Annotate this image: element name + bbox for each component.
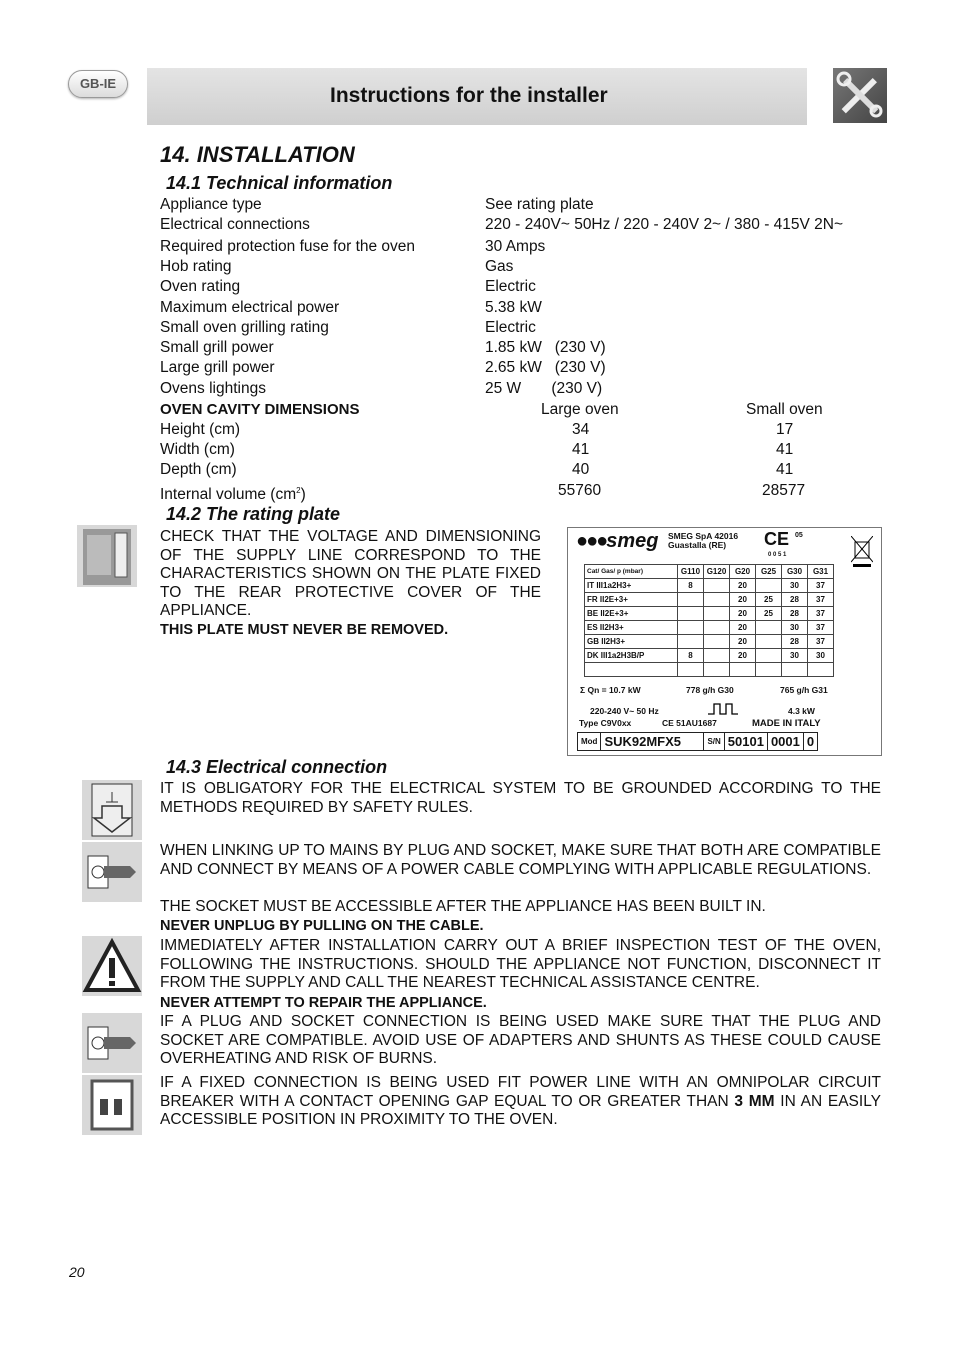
- plate-cell: [704, 663, 730, 677]
- plate-cell: 8: [678, 649, 704, 663]
- cavity-row-large: 34: [572, 421, 590, 438]
- plate-header-cell: G110: [678, 565, 704, 579]
- plate-header-cell: G20: [730, 565, 756, 579]
- electrical-heading: 14.3 Electrical connection: [166, 757, 388, 777]
- plate-qn: Σ Qn = 10.7 kW: [580, 685, 641, 695]
- plate-cell: 30: [782, 649, 808, 663]
- volume-small: 28577: [762, 482, 806, 499]
- plate-cell: [585, 663, 678, 677]
- tech-row-label: Maximum electrical power: [160, 299, 340, 316]
- plate-cell: [704, 621, 730, 635]
- plate-cell: 37: [808, 635, 834, 649]
- plate-cell: 20: [730, 593, 756, 607]
- plate-cell: [756, 663, 782, 677]
- rating-plate-text: CHECK THAT THE VOLTAGE AND DIMENSIONING OF THE SUPPLY LINE CORRESPOND TO THE CHARACTERISTICS SHOWN ON THE PLATE FIXED TO THE REAR PROTECTIVE COVER OF THE APPLIANCE.: [160, 528, 541, 620]
- cavity-row-large: 40: [572, 461, 590, 478]
- header-title: Instructions for the installer: [330, 84, 608, 107]
- tech-row-value: Electric: [485, 319, 536, 336]
- plate-cell: IT III1a2H3+: [585, 579, 678, 593]
- cavity-col-small: Small oven: [746, 401, 823, 418]
- plate-cell: [756, 621, 782, 635]
- plate-cell: 30: [782, 579, 808, 593]
- rating-plate-image: [567, 527, 882, 756]
- tech-row-value: Gas: [485, 258, 514, 275]
- grounding-text: IT IS OBLIGATORY FOR THE ELECTRICAL SYSTEM TO BE GROUNDED ACCORDING TO THE METHODS REQUIRED BY SAFETY RULES.: [160, 780, 881, 816]
- plate-row: [585, 649, 834, 663]
- plate-g30: 778 g/h G30: [686, 685, 734, 695]
- heater-symbol: [708, 702, 742, 718]
- plate-cell: 28: [782, 593, 808, 607]
- tech-row-value: 25 W (230 V): [485, 380, 603, 397]
- plate-cell: 28: [782, 607, 808, 621]
- plate-cell: 20: [730, 649, 756, 663]
- weee-bin-icon: [851, 536, 873, 570]
- serial-3: 0: [806, 734, 815, 749]
- plate-power: 4.3 kW: [788, 706, 815, 716]
- plate-cell: 20: [730, 607, 756, 621]
- volume-large: 55760: [558, 482, 602, 499]
- cavity-col-large: Large oven: [541, 401, 619, 418]
- ce-year: 05: [795, 532, 803, 539]
- plate-cell: 37: [808, 579, 834, 593]
- cavity-row-label: Width (cm): [160, 441, 235, 458]
- tech-row-label: Electrical connections: [160, 216, 310, 233]
- never-unplug-warning: NEVER UNPLUG BY PULLING ON THE CABLE.: [160, 918, 484, 934]
- plate-cell: [678, 593, 704, 607]
- mod-label: Mod: [578, 733, 601, 750]
- plate-cell: 37: [808, 593, 834, 607]
- tech-row-value: 30 Amps: [485, 238, 546, 255]
- tech-row-value: See rating plate: [485, 196, 594, 213]
- section-title: 14. INSTALLATION: [160, 142, 355, 167]
- plate-cell: 20: [730, 579, 756, 593]
- plate-cell: [678, 663, 704, 677]
- tech-row-label: Appliance type: [160, 196, 262, 213]
- sn-label: S/N: [704, 733, 724, 750]
- plate-cell: [704, 579, 730, 593]
- plate-header-cell: G30: [782, 565, 808, 579]
- plate-cell: [756, 579, 782, 593]
- plate-cell: [678, 621, 704, 635]
- socket-accessible-text: THE SOCKET MUST BE ACCESSIBLE AFTER THE APPLIANCE HAS BEEN BUILT IN.: [160, 898, 766, 915]
- rating-plate-warning: THIS PLATE MUST NEVER BE REMOVED.: [160, 622, 449, 638]
- plate-cell: 28: [782, 635, 808, 649]
- circuit-breaker-icon: [82, 1075, 142, 1135]
- tech-row-value: 1.85 kW (230 V): [485, 339, 606, 356]
- plate-g31: 765 g/h G31: [780, 685, 828, 695]
- plate-header-cell: Cat/ Gas/ p (mbar): [585, 565, 678, 579]
- plate-cell: 8: [678, 579, 704, 593]
- plate-row: [585, 607, 834, 621]
- plate-row: [585, 635, 834, 649]
- plate-model-row: [577, 732, 818, 751]
- tools-icon: [833, 68, 887, 123]
- plate-voltage: 220-240 V~ 50 Hz: [590, 706, 659, 716]
- plate-cell: 30: [782, 621, 808, 635]
- plate-cell: [678, 635, 704, 649]
- plate-row: [585, 621, 834, 635]
- plate-header-cell: G31: [808, 565, 834, 579]
- plate-header-cell: G25: [756, 565, 782, 579]
- tech-row-label: Required protection fuse for the oven: [160, 238, 416, 255]
- cavity-row-label: Depth (cm): [160, 461, 237, 478]
- plate-cell: ES II2H3+: [585, 621, 678, 635]
- adapters-text: IF A PLUG AND SOCKET CONNECTION IS BEING USED MAKE SURE THAT THE PLUG AND SOCKET ARE COMPATIBLE. AVOID USE OF ADAPTERS AND SHUNTS AS THESE COULD CAUSE OVERHEATING AND RISK OF BURNS.: [160, 1013, 881, 1068]
- cavity-row-small: 41: [776, 461, 794, 478]
- plate-cell: 30: [808, 649, 834, 663]
- plate-cell: [678, 607, 704, 621]
- plate-cell: 20: [730, 621, 756, 635]
- fixed-connection-text: IF A FIXED CONNECTION IS BEING USED FIT POWER LINE WITH AN OMNIPOLAR CIRCUIT BREAKER WITH A CONTACT OPENING GAP EQUAL TO OR GREATER THAN 3 MM IN AN EASILY ACCESSIBLE POSITION IN PROXIMITY TO THE OVEN.: [160, 1074, 881, 1129]
- plate-header-cell: G120: [704, 565, 730, 579]
- plate-cell: [782, 663, 808, 677]
- language-badge: GB-IE: [68, 70, 128, 98]
- plate-cell: DK III1a2H3B/P: [585, 649, 678, 663]
- warning-triangle-icon: [82, 936, 142, 996]
- tech-row-value: 2.65 kW (230 V): [485, 359, 606, 376]
- ce-mark: CE: [764, 529, 790, 549]
- cavity-row-large: 41: [572, 441, 590, 458]
- cavity-row-label: Height (cm): [160, 421, 241, 438]
- plate-row: [585, 663, 834, 677]
- plate-company: SMEG SpA 42016: [668, 531, 739, 541]
- plate-cell: FR II2E+3+: [585, 593, 678, 607]
- tech-row-value: Electric: [485, 278, 536, 295]
- rating-plate-heading: 14.2 The rating plate: [166, 504, 341, 524]
- plate-cell: [704, 593, 730, 607]
- appliance-rear-icon: [77, 525, 137, 587]
- gas-category-table: [584, 564, 834, 677]
- plate-city: Guastalla (RE): [668, 540, 727, 550]
- plate-cell: 20: [730, 635, 756, 649]
- tech-row-label: Small grill power: [160, 339, 274, 356]
- serial-1: 50101: [725, 733, 768, 750]
- volume-label: Internal volume $(cm^2)$: [160, 486, 306, 504]
- tech-row-label: Ovens lightings: [160, 380, 266, 397]
- model-number: SUK92MFX5: [601, 733, 704, 750]
- plate-cell: 25: [756, 593, 782, 607]
- plate-ce-code: CE 51AU1687: [662, 718, 717, 728]
- plate-cell: [704, 635, 730, 649]
- plate-made-in: MADE IN ITALY: [752, 718, 821, 729]
- plug-socket-icon-2: [82, 1013, 142, 1073]
- tech-row-label: Oven rating: [160, 278, 241, 295]
- tech-row-label: Large grill power: [160, 359, 275, 376]
- plate-cell: 37: [808, 607, 834, 621]
- tech-row-label: Small oven grilling rating: [160, 319, 329, 336]
- plate-cell: [704, 649, 730, 663]
- plate-cell: BE II2E+3+: [585, 607, 678, 621]
- plate-cell: [730, 663, 756, 677]
- plug-socket-text: WHEN LINKING UP TO MAINS BY PLUG AND SOCKET, MAKE SURE THAT BOTH ARE COMPATIBLE AND CONNECT BY MEANS OF A POWER CABLE COMPLYING WITH APPLICABLE REGULATIONS.: [160, 842, 881, 878]
- inspection-test-text: IMMEDIATELY AFTER INSTALLATION CARRY OUT A BRIEF INSPECTION TEST OF THE OVEN, FOLLOWING THE INSTRUCTIONS. SHOULD THE APPLIANCE NOT FUNCTION, DISCONNECT IT FROM THE SUPPLY AND CALL THE NEAREST TECHNICAL ASSISTANCE CENTRE.: [160, 937, 881, 992]
- serial-2: 0001: [768, 733, 804, 750]
- tech-row-value: 220 - 240V~ 50Hz / 220 - 240V 2~ / 380 - 415V 2N~: [485, 216, 844, 233]
- cavity-header: OVEN CAVITY DIMENSIONS: [160, 401, 360, 418]
- plate-row: [585, 593, 834, 607]
- plate-row: [585, 579, 834, 593]
- never-repair-warning: NEVER ATTEMPT TO REPAIR THE APPLIANCE.: [160, 995, 487, 1011]
- plate-cell: [704, 607, 730, 621]
- ce-number: 0 0 5 1: [768, 552, 787, 558]
- plate-cell: GB II2H3+: [585, 635, 678, 649]
- technical-info-heading: 14.1 Technical information: [166, 173, 393, 193]
- page-number: 20: [69, 1264, 85, 1280]
- plate-type: Type C9V0xx: [579, 718, 632, 728]
- tech-row-value: 5.38 kW: [485, 299, 542, 316]
- plate-cell: [756, 635, 782, 649]
- tech-row-label: Hob rating: [160, 258, 232, 275]
- cavity-row-small: 41: [776, 441, 794, 458]
- plate-cell: [756, 649, 782, 663]
- cavity-row-small: 17: [776, 421, 794, 438]
- plate-cell: [808, 663, 834, 677]
- plug-socket-icon: [82, 842, 142, 902]
- ground-icon: [82, 780, 142, 840]
- smeg-logo: ●●●smeg: [576, 530, 659, 552]
- plate-cell: 37: [808, 621, 834, 635]
- plate-cell: 25: [756, 607, 782, 621]
